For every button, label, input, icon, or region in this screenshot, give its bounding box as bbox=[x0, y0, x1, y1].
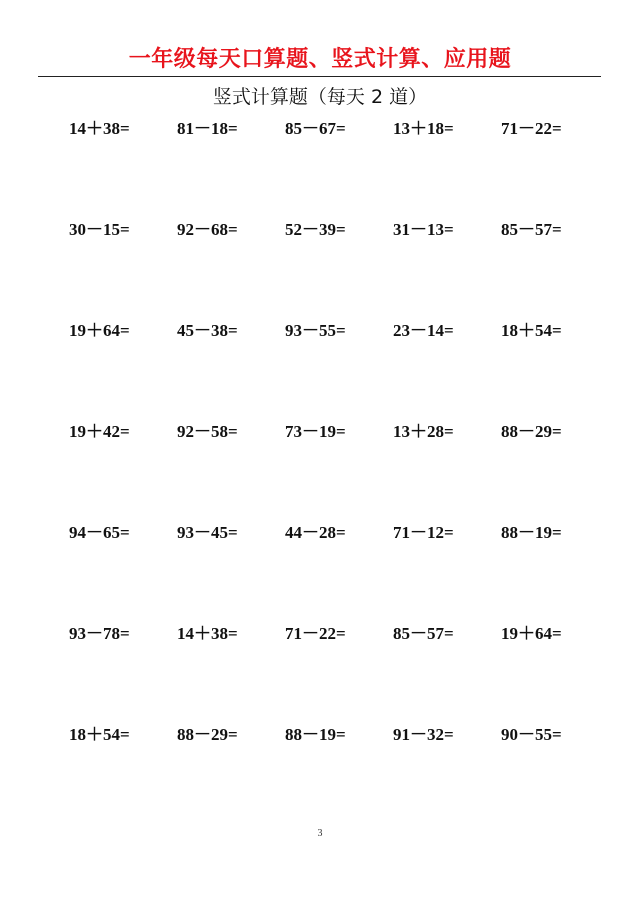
problem-item: 88－29= bbox=[177, 725, 238, 744]
problem-item: 92－58= bbox=[177, 422, 238, 441]
problem-item: 93－78= bbox=[69, 624, 130, 643]
problem-item: 90－55= bbox=[501, 725, 562, 744]
problem-item: 14＋38= bbox=[69, 119, 130, 138]
problem-item: 85－67= bbox=[285, 119, 346, 138]
problem-row bbox=[69, 421, 609, 522]
problem-item: 73－19= bbox=[285, 422, 346, 441]
problem-grid bbox=[69, 118, 609, 825]
problem-item: 19＋42= bbox=[69, 422, 130, 441]
problem-item: 71－12= bbox=[393, 523, 454, 542]
problem-row bbox=[69, 724, 609, 825]
problem-item: 93－55= bbox=[285, 321, 346, 340]
page-title: 一年级每天口算题、竖式计算、应用题 bbox=[128, 46, 512, 72]
problem-item: 18＋54= bbox=[69, 725, 130, 744]
problem-item: 52－39= bbox=[285, 220, 346, 239]
problem-item: 45－38= bbox=[177, 321, 238, 340]
problem-item: 31－13= bbox=[393, 220, 454, 239]
problem-item: 81－18= bbox=[177, 119, 238, 138]
problem-item: 88－29= bbox=[501, 422, 562, 441]
problem-row bbox=[69, 623, 609, 724]
problem-item: 92－68= bbox=[177, 220, 238, 239]
problem-item: 30－15= bbox=[69, 220, 130, 239]
problem-row bbox=[69, 219, 609, 320]
section-subtitle: 竖式计算题（每天 2 道） bbox=[212, 86, 428, 108]
problem-item: 93－45= bbox=[177, 523, 238, 542]
problem-item: 88－19= bbox=[285, 725, 346, 744]
title-divider bbox=[38, 76, 601, 77]
problem-item: 13＋28= bbox=[393, 422, 454, 441]
problem-item: 23－14= bbox=[393, 321, 454, 340]
problem-item: 18＋54= bbox=[501, 321, 562, 340]
problem-item: 13＋18= bbox=[393, 119, 454, 138]
problem-item: 19＋64= bbox=[501, 624, 562, 643]
problem-item: 14＋38= bbox=[177, 624, 238, 643]
problem-item: 91－32= bbox=[393, 725, 454, 744]
problem-item: 85－57= bbox=[501, 220, 562, 239]
problem-item: 44－28= bbox=[285, 523, 346, 542]
problem-item: 88－19= bbox=[501, 523, 562, 542]
problem-item: 94－65= bbox=[69, 523, 130, 542]
problem-row bbox=[69, 320, 609, 421]
problem-item: 71－22= bbox=[285, 624, 346, 643]
problem-item: 85－57= bbox=[393, 624, 454, 643]
problem-row bbox=[69, 118, 609, 219]
problem-row bbox=[69, 522, 609, 623]
problem-item: 71－22= bbox=[501, 119, 562, 138]
page-number: 3 bbox=[317, 828, 323, 839]
problem-item: 19＋64= bbox=[69, 321, 130, 340]
